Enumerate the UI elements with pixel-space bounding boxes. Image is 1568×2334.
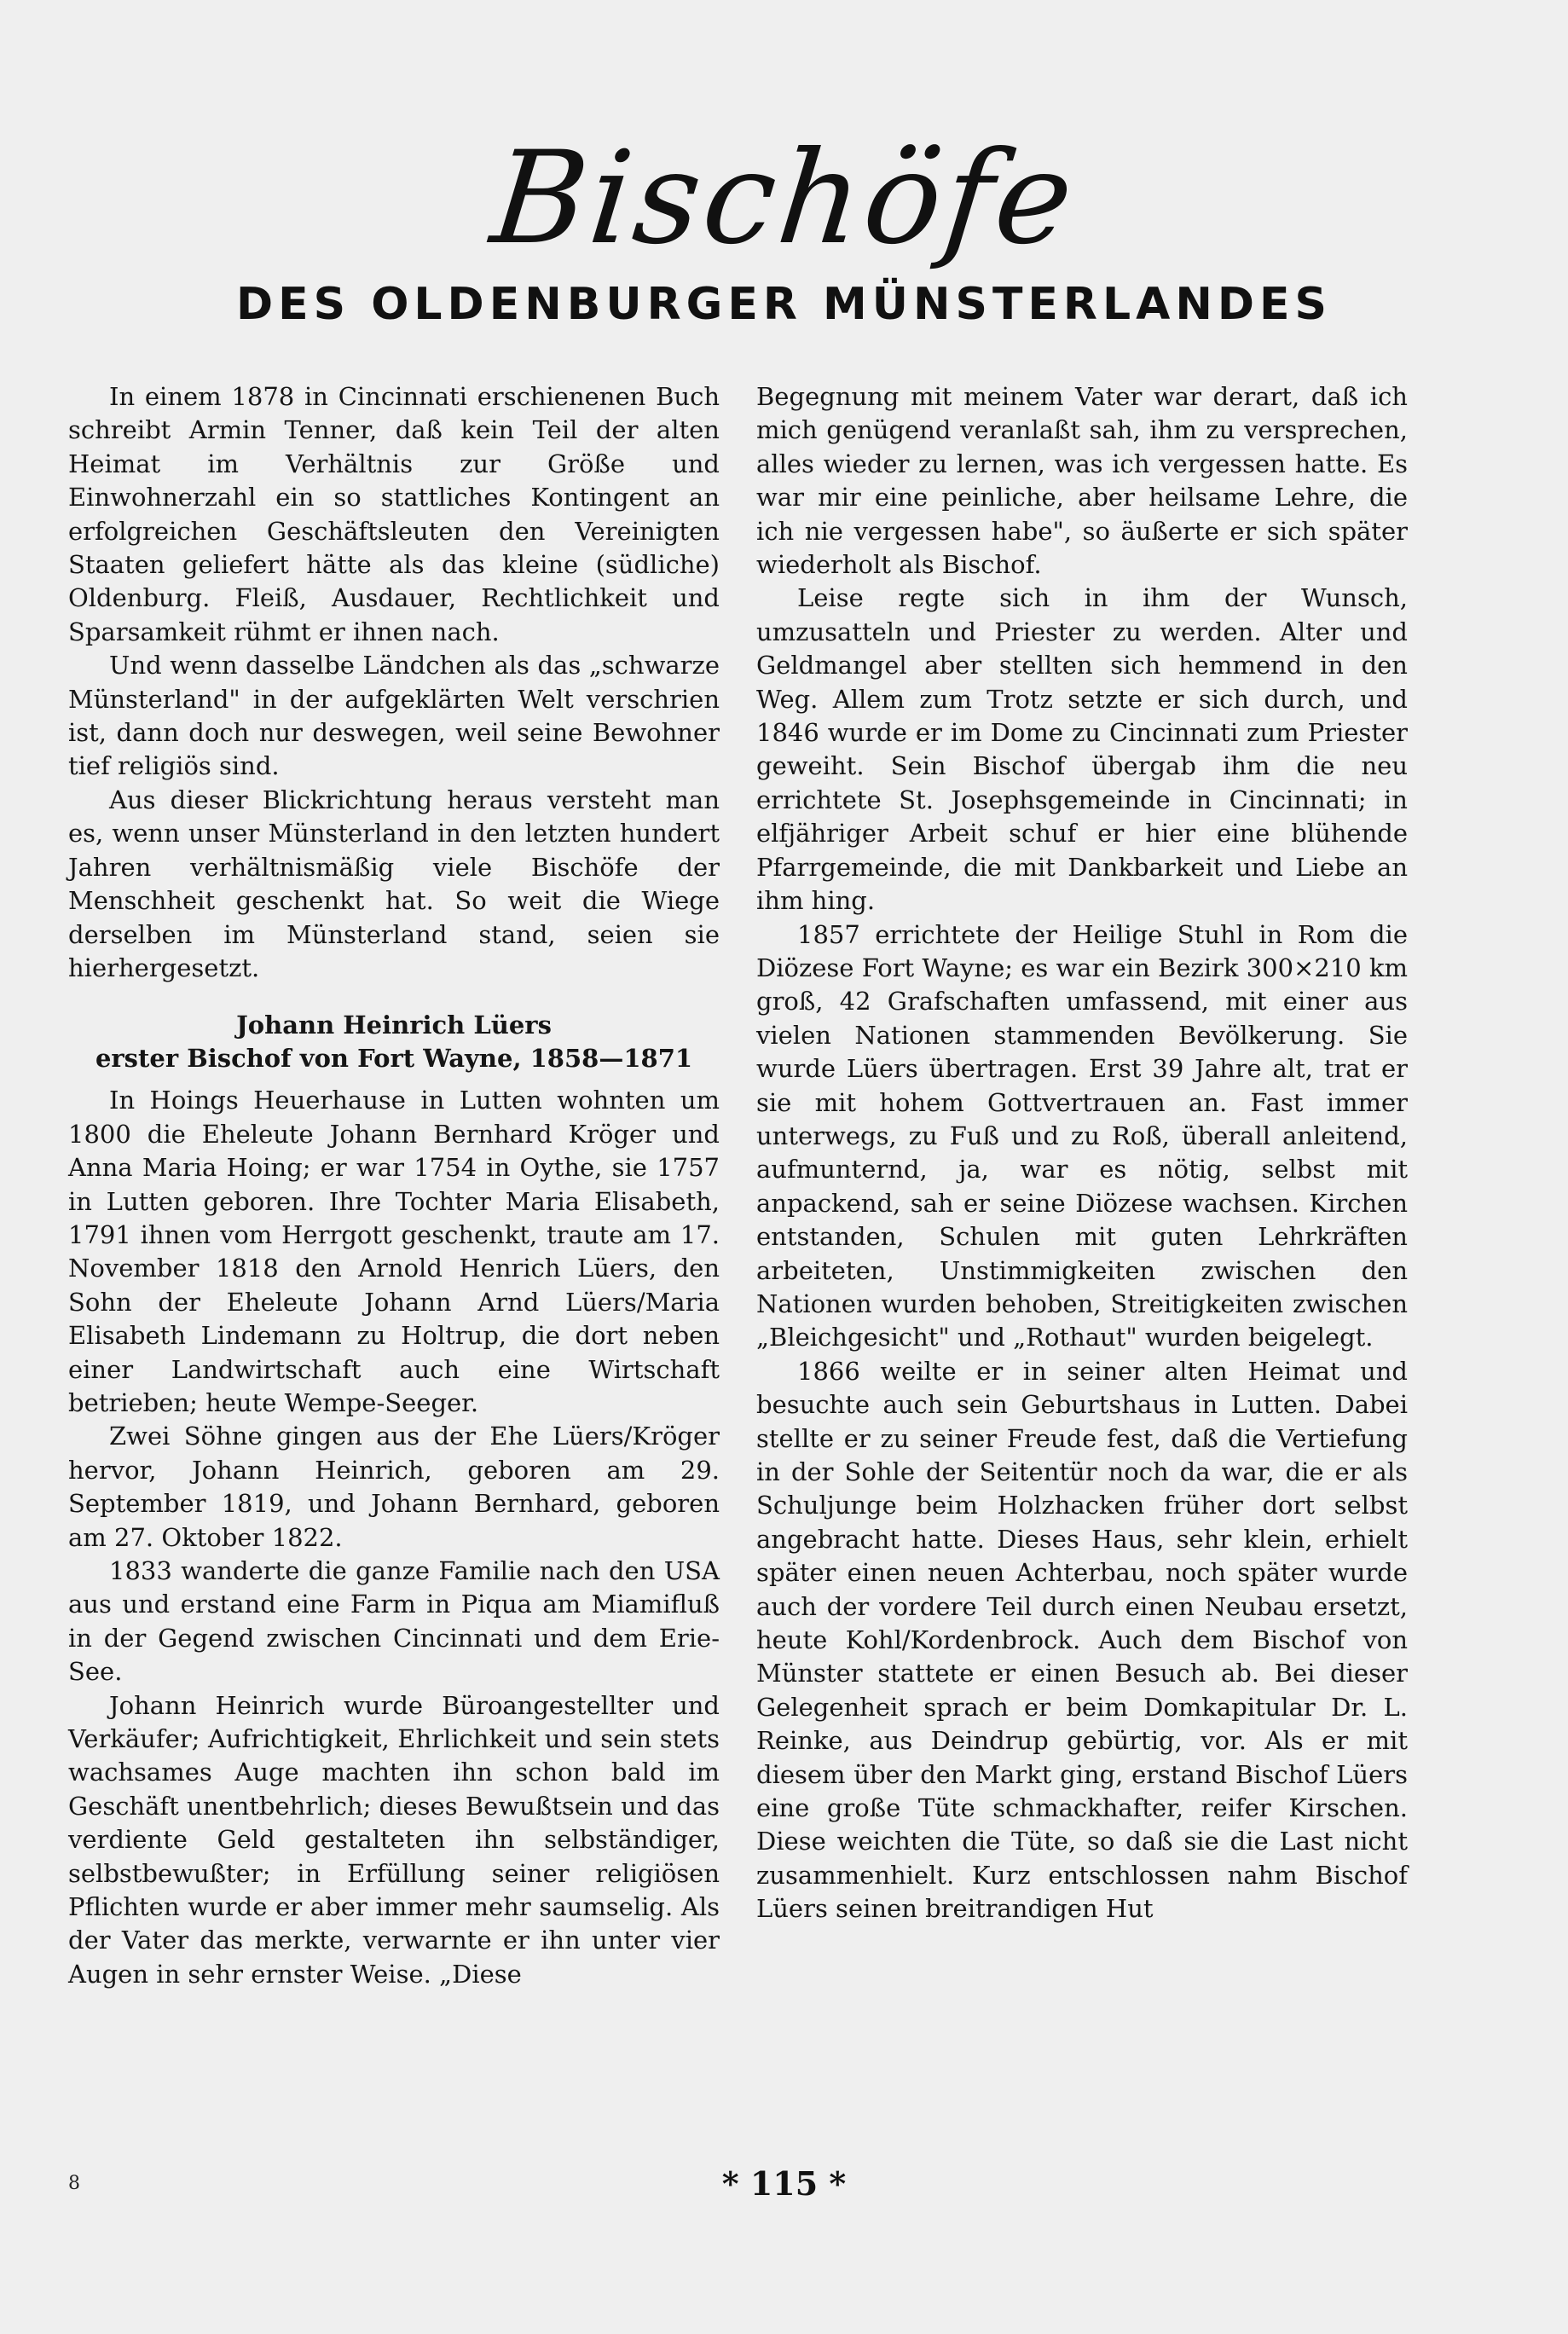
right-column: [756, 380, 1408, 1926]
left-column: [68, 380, 720, 1991]
body-paragraph: 1833 wanderte die ganze Familie nach den USA aus und erstand eine Farm in Piqua am Miamifluß in der Gegend zwischen Cincinnati und dem Erie-See.: [68, 1556, 720, 1687]
intro-paragraph: Aus dieser Blickrichtung heraus versteht man es, wenn unser Münsterland in den letzten hundert Jahren verhältnismäßig viele Bischöfe der Menschheit geschenkt hat. So weit die Wiege derselben im Münsterland stand, seien sie hierhergesetzt.: [68, 785, 720, 982]
signature-mark: 8: [68, 2173, 80, 2194]
body-paragraph: 1857 errichtete der Heilige Stuhl in Rom die Diözese Fort Wayne; es war ein Bezirk 300×210 km groß, 42 Grafschaften umfassend, mit einer aus vielen Nationen stammenden Bevölkerung. Sie wurde Lüers übertragen. Erst 39 Jahre alt, trat er sie mit hohem Gottvertrauen an. Fast immer unterwegs, zu Fuß und zu Roß, überall anleitend, aufmunternd, ja, war es nötig, selbst mit anpackend, sah er seine Diözese wachsen. Kirchen entstanden, Schulen mit guten Lehrkräften arbeiteten, Unstimmigkeiten zwischen den Nationen wurden behoben, Streitigkeiten zwischen „Bleichgesicht" und „Rothaut" wurden beigelegt.: [756, 919, 1408, 1352]
page-number: * 115 *: [721, 2164, 847, 2203]
intro-paragraph: Und wenn dasselbe Ländchen als das „schwarze Münsterland" in der aufgeklärten Welt verschrien ist, dann doch nur deswegen, weil seine Bewohner tief religiös sind.: [68, 651, 720, 781]
main-title: DES OLDENBURGER MÜNSTERLANDES: [235, 279, 1333, 330]
section-heading: Johann Heinrich Lüers: [236, 1011, 552, 1040]
script-title: Bischöfe: [485, 125, 1083, 273]
intro-paragraph: In einem 1878 in Cincinnati erschienenen Buch schreibt Armin Tenner, daß kein Teil der alten Heimat im Verhältnis zur Größe und Einwohnerzahl ein so stattliches Kontingent an erfolgreichen Geschäftsleuten den Vereinigten Staaten geliefert hätte als das kleine (südliche) Oldenburg. Fleiß, Ausdauer, Rechtlichkeit und Sparsamkeit rühmt er ihnen nach.: [68, 382, 720, 646]
body-paragraph: Johann Heinrich wurde Büroangestellter und Verkäufer; Aufrichtigkeit, Ehrlichkeit und sein stets wachsames Auge machten ihn schon bald im Geschäft unentbehrlich; dieses Bewußtsein und das verdiente Geld gestalteten ihn selbständiger, selbstbewußter; in Erfüllung seiner religiösen Pflichten wurde er aber immer mehr saumselig. Als der Vater das merkte, verwarnte er ihn unter vier Augen in sehr ernster Weise. „Diese: [68, 1690, 720, 1989]
body-paragraph: Leise regte sich in ihm der Wunsch, umzusatteln und Priester zu werden. Alter und Geldmangel aber stellten sich hemmend in den Weg. Allem zum Trotz setzte er sich durch, und 1846 wurde er im Dome zu Cincinnati zum Priester geweiht. Sein Bischof übergab ihm die neu errichtete St. Josephsgemeinde in Cincinnati; in elfjähriger Arbeit schuf er hier eine blühende Pfarrgemeinde, die mit Dankbarkeit und Liebe an ihm hing.: [756, 583, 1408, 916]
body-paragraph: 1866 weilte er in seiner alten Heimat und besuchte auch sein Geburtshaus in Lutten. Dabei stellte er zu seiner Freude fest, daß die Vertiefung in der Sohle der Seitentür noch da war, die er als Schuljunge beim Holzhacken früher dort selbst angebracht hatte. Dieses Haus, sehr klein, erhielt später einen neuen Achterbau, noch später wurde auch der vordere Teil durch einen Neubau ersetzt, heute Kohl/Kordenbrock. Auch dem Bischof von Münster stattete er einen Besuch ab. Bei dieser Gelegenheit sprach er beim Domkapitular Dr. L. Reinke, aus Deindrup gebürtig, vor. Als er mit diesem über den Markt ging, erstand Bischof Lüers eine große Tüte schmackhafter, reifer Kirschen. Diese weichten die Tüte, so daß sie die Last nicht zusammenhielt. Kurz entschlossen nahm Bischof Lüers seinen breitrandigen Hut: [756, 1356, 1408, 1924]
body-paragraph: In Hoings Heuerhause in Lutten wohnten um 1800 die Eheleute Johann Bernhard Kröger und Anna Maria Hoing; er war 1754 in Oythe, sie 1757 in Lutten geboren. Ihre Tochter Maria Elisabeth, 1791 ihnen vom Herrgott geschenkt, traute am 17. November 1818 den Arnold Henrich Lüers, den Sohn der Eheleute Johann Arnd Lüers/Maria Elisabeth Lindemann zu Holtrup, die dort neben einer Landwirtschaft auch eine Wirtschaft betrieben; heute Wempe-Seeger.: [68, 1086, 720, 1417]
section-subheading: erster Bischof von Fort Wayne, 1858—1871: [95, 1044, 693, 1074]
continuation-paragraph: Begegnung mit meinem Vater war derart, daß ich mich genügend veranlaßt sah, ihm zu versprechen, alles wieder zu lernen, was ich vergessen hatte. Es war mir eine peinliche, aber heilsame Lehre, die ich nie vergessen habe", so äußerte er sich später wiederholt als Bischof.: [756, 382, 1408, 580]
body-paragraph: Zwei Söhne gingen aus der Ehe Lüers/Kröger hervor, Johann Heinrich, geboren am 29. September 1819, und Johann Bernhard, geboren am 27. Oktober 1822.: [68, 1422, 720, 1552]
